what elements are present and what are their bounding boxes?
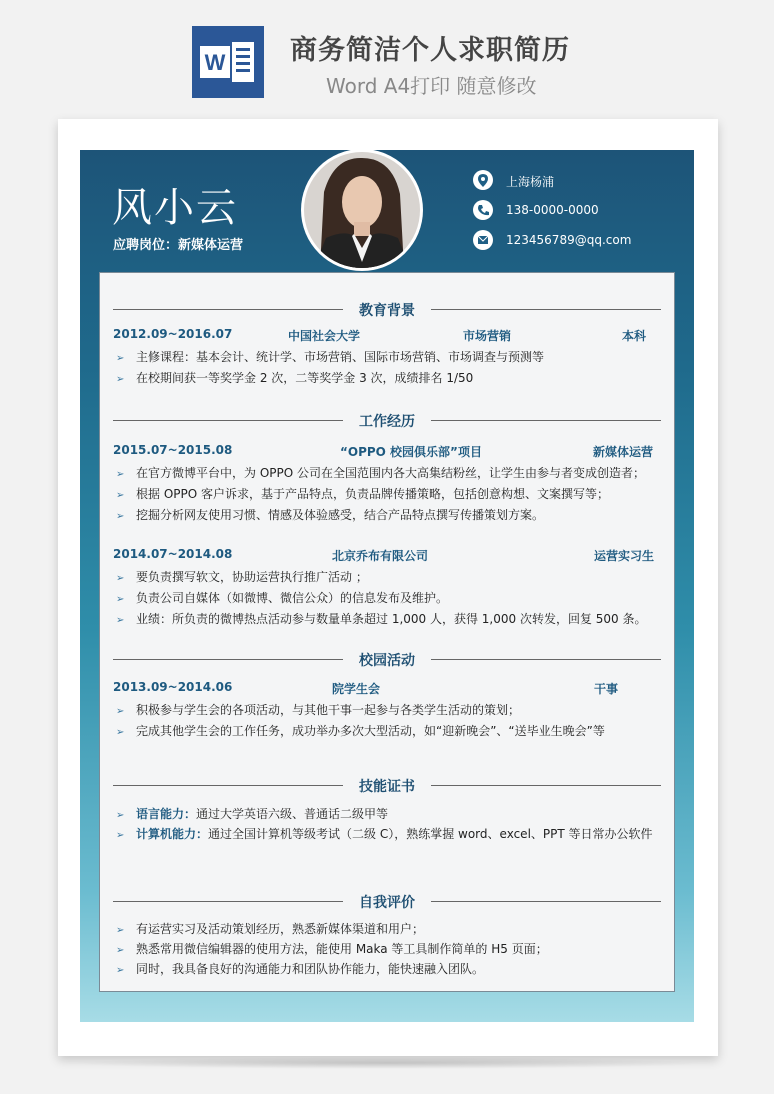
skill-text: 通过大学英语六级、普通话二级甲等 bbox=[196, 807, 389, 821]
section-self-heading bbox=[113, 892, 661, 912]
list-item: ➢ 负责公司自媒体（如微博、微信公众）的信息发布及维护。 bbox=[116, 591, 449, 605]
word-document-icon bbox=[192, 26, 264, 98]
arrow-bullet-icon: ➢ bbox=[116, 374, 125, 385]
contact-phone-text: 138-0000-0000 bbox=[506, 203, 599, 217]
arrow-bullet-icon: ➢ bbox=[116, 727, 125, 738]
list-item: ➢ 有运营实习及活动策划经历，熟悉新媒体渠道和用户； bbox=[116, 922, 425, 936]
campus-organization: 院学生会 bbox=[332, 682, 381, 696]
arrow-bullet-icon: ➢ bbox=[116, 511, 125, 522]
contact-email-text: 123456789@qq.com bbox=[506, 233, 632, 247]
section-skills-heading bbox=[113, 776, 661, 796]
banner-title: 商务简洁个人求职简历 bbox=[290, 35, 570, 66]
job-role: 新媒体运营 bbox=[593, 445, 654, 459]
arrow-bullet-icon: ➢ bbox=[116, 594, 125, 605]
skill-label: 语言能力： bbox=[136, 807, 197, 821]
list-item: ➢ 积极参与学生会的各项活动，与其他干事一起参与各类学生活动的策划； bbox=[116, 703, 521, 717]
arrow-bullet-icon: ➢ bbox=[116, 706, 125, 717]
avatar-photo bbox=[301, 149, 423, 271]
list-item: ➢ 主修课程：基本会计、统计学、市场营销、国际市场营销、市场调查与预测等 bbox=[116, 350, 545, 364]
resume-name: 风小云 bbox=[112, 185, 238, 231]
education-school: 中国社会大学 bbox=[288, 329, 361, 343]
arrow-bullet-icon: ➢ bbox=[116, 353, 125, 364]
education-major: 市场营销 bbox=[463, 329, 512, 343]
page-shadow bbox=[70, 1057, 706, 1069]
list-item: ➢ 在官方微博平台中，为 OPPO 公司在全国范围内各大高集结粉丝，让学生由参与者变成创造者； bbox=[116, 466, 645, 480]
mail-icon bbox=[473, 230, 493, 250]
job-date: 2015.07~2015.08 bbox=[113, 443, 233, 457]
list-item: ➢ 在校期间获一等奖学金 2 次，二等奖学金 3 次，成绩排名 1/50 bbox=[116, 371, 474, 385]
campus-date: 2013.09~2014.06 bbox=[113, 680, 233, 694]
resume-position: 应聘岗位：新媒体运营 bbox=[113, 238, 244, 253]
phone-icon bbox=[473, 200, 493, 220]
job-organization: “OPPO 校园俱乐部”项目 bbox=[340, 445, 482, 459]
section-education-heading bbox=[113, 300, 661, 320]
arrow-bullet-icon: ➢ bbox=[116, 469, 125, 480]
section-title: 教育背景 bbox=[359, 303, 415, 319]
section-title: 工作经历 bbox=[359, 414, 415, 430]
arrow-bullet-icon: ➢ bbox=[116, 830, 125, 841]
list-item: ➢ 根据 OPPO 客户诉求，基于产品特点，负责品牌传播策略，包括创意构想、文案撰写等； bbox=[116, 487, 609, 501]
arrow-bullet-icon: ➢ bbox=[116, 945, 125, 956]
arrow-bullet-icon: ➢ bbox=[116, 490, 125, 501]
banner-subtitle: Word A4打印 随意修改 bbox=[326, 74, 537, 98]
job-role: 运营实习生 bbox=[594, 549, 655, 563]
list-item: ➢ 挖掘分析网友使用习惯、情感及体验感受，结合产品特点撰写传播策划方案。 bbox=[116, 508, 545, 522]
job-date: 2014.07~2014.08 bbox=[113, 547, 233, 561]
contact-address-text: 上海杨浦 bbox=[506, 175, 555, 189]
education-degree: 本科 bbox=[622, 329, 647, 343]
arrow-bullet-icon: ➢ bbox=[116, 965, 125, 976]
section-title: 校园活动 bbox=[359, 653, 415, 669]
section-campus-heading bbox=[113, 650, 661, 670]
education-date: 2012.09~2016.07 bbox=[113, 327, 233, 341]
section-title: 自我评价 bbox=[359, 895, 415, 911]
skill-text: 通过全国计算机等级考试（二级 C），熟练掌握 word、excel、PPT 等日常办公软件 bbox=[208, 827, 653, 841]
list-item: ➢ 要负责撰写软文，协助运营执行推广活动 ； bbox=[116, 570, 368, 584]
arrow-bullet-icon: ➢ bbox=[116, 810, 125, 821]
banner bbox=[0, 0, 774, 118]
list-item bbox=[116, 805, 388, 822]
arrow-bullet-icon: ➢ bbox=[116, 925, 125, 936]
arrow-bullet-icon: ➢ bbox=[116, 615, 125, 626]
section-title: 技能证书 bbox=[359, 779, 415, 795]
arrow-bullet-icon: ➢ bbox=[116, 573, 125, 584]
list-item: ➢ 业绩：所负责的微博热点活动参与数量单条超过 1,000 人，获得 1,000 次转发，回复 500 条。 bbox=[116, 612, 647, 626]
campus-role: 干事 bbox=[594, 682, 619, 696]
list-item: ➢ 熟悉常用微信编辑器的使用方法，能使用 Maka 等工具制作简单的 H5 页面； bbox=[116, 942, 548, 956]
list-item: ➢ 同时，我具备良好的沟通能力和团队协作能力，能快速融入团队。 bbox=[116, 962, 485, 976]
location-pin-icon bbox=[473, 170, 493, 190]
job-organization: 北京乔布有限公司 bbox=[332, 549, 429, 563]
skill-label: 计算机能力： bbox=[136, 827, 209, 841]
section-work-heading bbox=[113, 411, 661, 431]
list-item bbox=[116, 825, 653, 842]
word-icon-letter: W bbox=[204, 50, 226, 75]
list-item: ➢ 完成其他学生会的工作任务，成功举办多次大型活动，如“迎新晚会”、“送毕业生晚会”等 bbox=[116, 724, 605, 738]
